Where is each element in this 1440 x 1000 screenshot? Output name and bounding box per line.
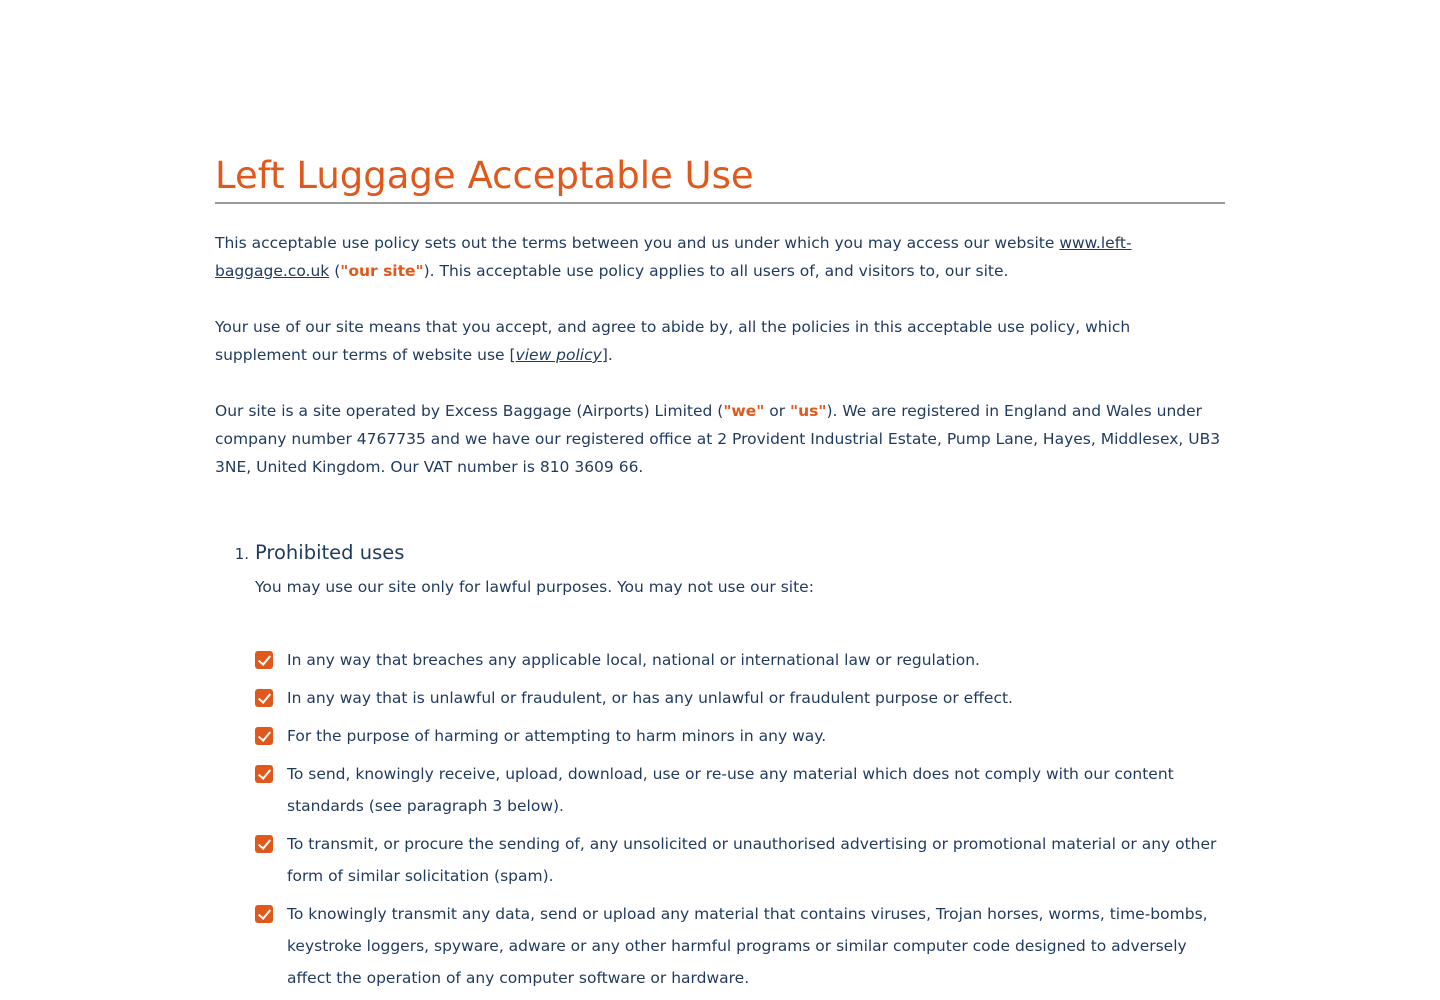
list-item-text: To knowingly transmit any data, send or upload any material that contains viruses, Trojan horses, worms, time-bombs, keystroke loggers, spyware, adware or any other harmful programs or similar computer code designed to adversely affect the operation of any computer software or hardware.	[287, 905, 1208, 987]
intro-text: This acceptable use policy sets out the terms between you and us under which you may access our website	[215, 234, 1060, 252]
section-number: 1.	[234, 545, 249, 563]
intro-text: Our site is a site operated by Excess Baggage (Airports) Limited (	[215, 402, 724, 420]
intro-text: (	[329, 262, 341, 280]
checkbox-checked-icon	[255, 765, 273, 783]
intro-paragraph-3	[215, 397, 1225, 481]
list-item-text: For the purpose of harming or attempting to harm minors in any way.	[287, 727, 827, 745]
list-item-text: To transmit, or procure the sending of, any unsolicited or unauthorised advertising or promotional material or any other form of similar solicitation (spam).	[287, 835, 1217, 885]
intro-text: ). This acceptable use policy applies to all users of, and visitors to, our site.	[423, 262, 1009, 280]
section-title: Prohibited uses	[255, 541, 405, 564]
intro-text: ].	[601, 346, 613, 364]
defined-term: "us"	[790, 402, 827, 420]
list-item	[255, 644, 1225, 676]
checkbox-checked-icon	[255, 689, 273, 707]
list-item	[255, 720, 1225, 752]
intro-text: Your use of our site means that you accept, and agree to abide by, all the policies in this acceptable use policy, which supplement our terms of website use [	[215, 318, 1131, 364]
page-title: Left Luggage Acceptable Use	[215, 150, 1225, 204]
section-prohibited-uses	[215, 541, 1225, 994]
defined-term: "we"	[723, 402, 765, 420]
intro-text: or	[764, 402, 791, 420]
list-item	[255, 828, 1225, 892]
view-policy-link[interactable]: view policy	[515, 346, 602, 364]
policy-page	[215, 150, 1225, 1000]
checkbox-checked-icon	[255, 905, 273, 923]
intro-paragraph-1	[215, 229, 1225, 285]
list-item	[255, 898, 1225, 994]
list-item-text: To send, knowingly receive, upload, download, use or re-use any material which does not comply with our content standards (see paragraph 3 below).	[287, 765, 1174, 815]
list-item-text: In any way that is unlawful or fraudulent, or has any unlawful or fraudulent purpose or effect.	[287, 689, 1013, 707]
section-intro: You may use our site only for lawful purposes. You may not use our site:	[255, 578, 814, 596]
checkbox-checked-icon	[255, 651, 273, 669]
section-heading	[215, 541, 1225, 564]
prohibited-uses-list	[255, 644, 1225, 994]
website-link[interactable]: www.left-baggage.co.uk	[215, 234, 1132, 280]
intro-text: ). We are registered in England and Wales under company number 4767735 and we have our registered office at 2 Provident Industrial Estate, Pump Lane, Hayes, Middlesex, UB3 3NE, United Kingdom. Our VAT number is 810 3609 66.	[215, 402, 1221, 476]
list-item	[255, 758, 1225, 822]
list-item-text: In any way that breaches any applicable local, national or international law or regulation.	[287, 651, 980, 669]
list-item	[255, 682, 1225, 714]
checkbox-checked-icon	[255, 835, 273, 853]
defined-term: "our site"	[340, 262, 424, 280]
intro-paragraph-2	[215, 313, 1225, 369]
checkbox-checked-icon	[255, 727, 273, 745]
